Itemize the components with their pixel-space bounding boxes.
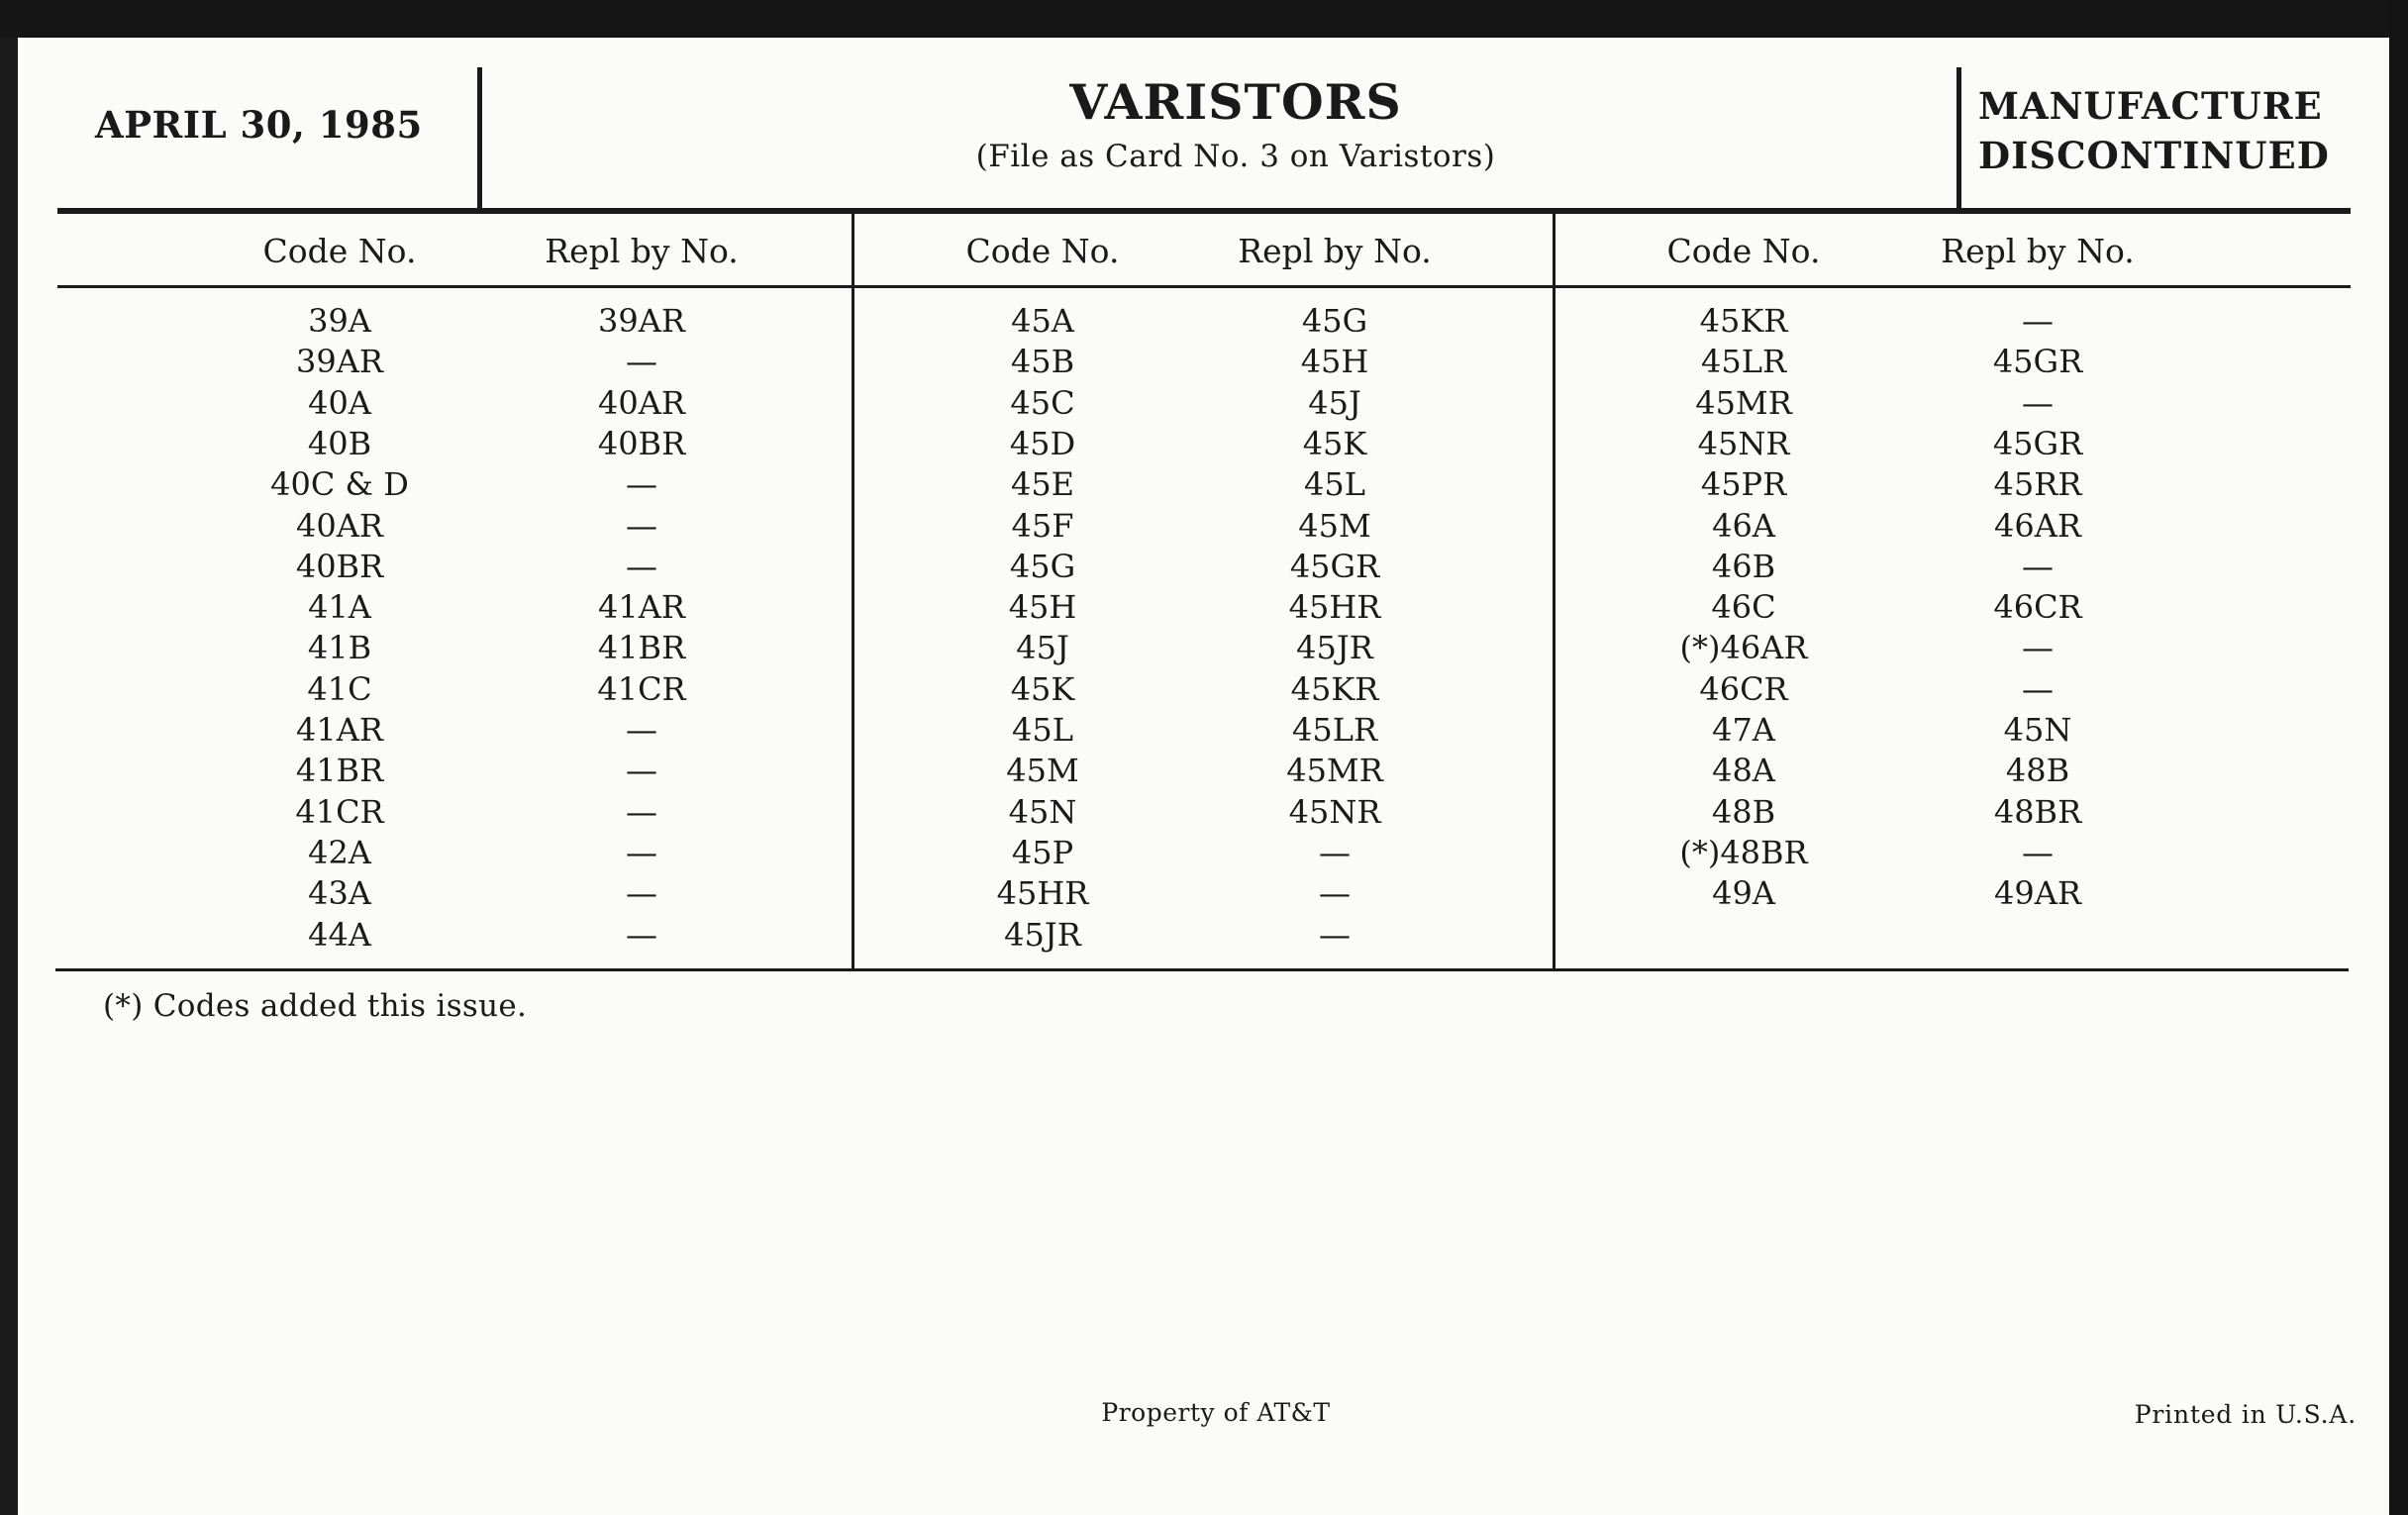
replacement-cell: 45M bbox=[1298, 506, 1371, 545]
replacement-cell: — bbox=[626, 874, 657, 913]
code-cell: 49A bbox=[1712, 874, 1775, 913]
code-cell: 43A bbox=[308, 874, 371, 913]
table-bottom-rule bbox=[55, 968, 2349, 971]
replacement-cell: — bbox=[626, 547, 657, 585]
replacement-cell: 45G bbox=[1301, 302, 1368, 340]
code-cell: 40B bbox=[307, 424, 372, 462]
replacement-cell: 45GR bbox=[1992, 343, 2083, 381]
replacement-cell: — bbox=[626, 833, 657, 871]
status-label bbox=[1978, 81, 2330, 180]
replacement-cell: — bbox=[626, 711, 657, 749]
code-cell: 46B bbox=[1711, 547, 1776, 585]
code-cell: (*)46AR bbox=[1679, 629, 1808, 667]
replacement-cell: 40AR bbox=[598, 383, 685, 422]
replacement-cell: 41AR bbox=[598, 588, 685, 627]
replacement-cell: — bbox=[2022, 547, 2054, 585]
code-cell: 40A bbox=[308, 383, 371, 422]
status-line-1: MANUFACTURE bbox=[1978, 84, 2323, 128]
header-rule bbox=[57, 208, 2351, 214]
code-cell: 46C bbox=[1711, 588, 1776, 627]
replacement-cell: — bbox=[626, 465, 657, 504]
code-cell: 45JR bbox=[1004, 915, 1081, 954]
code-cell: 45LR bbox=[1700, 343, 1787, 381]
replacement-cell: 45RR bbox=[1993, 465, 2082, 504]
code-cell: 41C bbox=[307, 669, 372, 708]
code-cell: 45M bbox=[1006, 752, 1079, 790]
replacement-cell: 45GR bbox=[1289, 547, 1380, 585]
code-cell: 45H bbox=[1008, 588, 1077, 627]
column-header-rule bbox=[57, 285, 2351, 288]
replacement-cell: 40BR bbox=[597, 424, 686, 462]
replacement-cell: 45JR bbox=[1296, 629, 1373, 667]
replacement-cell: 49AR bbox=[1994, 874, 2081, 913]
replacement-cell: — bbox=[626, 343, 657, 381]
replacement-cell: 45NR bbox=[1288, 792, 1381, 831]
code-cell: 46CR bbox=[1699, 669, 1788, 708]
replacement-cell: — bbox=[2022, 302, 2054, 340]
page-title: VARISTORS bbox=[1069, 73, 1402, 131]
page-subtitle: (File as Card No. 3 on Varistors) bbox=[975, 139, 1496, 174]
code-cell: 45P bbox=[1011, 833, 1074, 871]
scan-top-border bbox=[0, 0, 2408, 38]
replacement-cell: 45GR bbox=[1992, 424, 2083, 462]
replacement-cell: 45H bbox=[1300, 343, 1369, 381]
code-cell: 39AR bbox=[296, 343, 383, 381]
replacement-cell: — bbox=[1319, 833, 1351, 871]
replacement-cell: 48B bbox=[2005, 752, 2070, 790]
issue-date: APRIL 30, 1985 bbox=[95, 103, 423, 147]
replacement-cell: — bbox=[2022, 833, 2054, 871]
replacement-cell: 45L bbox=[1304, 465, 1365, 504]
code-cell: 45A bbox=[1011, 302, 1074, 340]
status-line-2: DISCONTINUED bbox=[1978, 134, 2330, 177]
code-cell: 41B bbox=[307, 629, 372, 667]
replacement-cell: — bbox=[626, 752, 657, 790]
replacement-cell: — bbox=[626, 915, 657, 954]
table-divider-1 bbox=[852, 212, 854, 970]
property-notice: Property of AT&T bbox=[1101, 1398, 1331, 1427]
code-cell: 45PR bbox=[1700, 465, 1787, 504]
replacement-cell: — bbox=[1319, 915, 1351, 954]
footnote: (*) Codes added this issue. bbox=[103, 988, 528, 1024]
code-cell: 48A bbox=[1712, 752, 1775, 790]
code-cell: 45N bbox=[1008, 792, 1077, 831]
code-cell: 45MR bbox=[1695, 383, 1792, 422]
header-divider-right bbox=[1956, 67, 1961, 208]
code-cell: 40C & D bbox=[270, 465, 409, 504]
replacement-cell: 45HR bbox=[1288, 588, 1381, 627]
code-cell: 45HR bbox=[996, 874, 1089, 913]
code-cell: 45G bbox=[1009, 547, 1076, 585]
column-header-repl-3: Repl by No. bbox=[1941, 232, 2135, 270]
replacement-cell: 39AR bbox=[598, 302, 685, 340]
code-cell: 45KR bbox=[1699, 302, 1788, 340]
code-cell: 45D bbox=[1009, 424, 1076, 462]
code-cell: 41CR bbox=[295, 792, 384, 831]
replacement-cell: 46AR bbox=[1994, 506, 2081, 545]
code-cell: 41AR bbox=[296, 711, 383, 749]
code-cell: 45K bbox=[1010, 669, 1075, 708]
code-cell: 45J bbox=[1016, 629, 1069, 667]
replacement-cell: — bbox=[626, 792, 657, 831]
replacement-cell: — bbox=[2022, 383, 2054, 422]
replacement-cell: 45N bbox=[2003, 711, 2072, 749]
column-header-code-1: Code No. bbox=[262, 232, 417, 270]
code-cell: 41BR bbox=[295, 752, 384, 790]
replacement-cell: 45J bbox=[1308, 383, 1361, 422]
replacement-cell: — bbox=[626, 506, 657, 545]
replacement-cell: 41BR bbox=[597, 629, 686, 667]
column-header-repl-2: Repl by No. bbox=[1238, 232, 1432, 270]
code-cell: 45L bbox=[1012, 711, 1073, 749]
replacement-cell: 45LR bbox=[1291, 711, 1378, 749]
code-cell: 45E bbox=[1010, 465, 1075, 504]
replacement-cell: 45MR bbox=[1286, 752, 1383, 790]
column-header-code-2: Code No. bbox=[965, 232, 1120, 270]
replacement-cell: 45KR bbox=[1290, 669, 1379, 708]
column-header-repl-1: Repl by No. bbox=[545, 232, 739, 270]
replacement-cell: 45K bbox=[1302, 424, 1367, 462]
code-cell: 40AR bbox=[296, 506, 383, 545]
header-divider-left bbox=[477, 67, 482, 208]
replacement-cell: — bbox=[1319, 874, 1351, 913]
code-cell: 41A bbox=[308, 588, 371, 627]
column-header-code-3: Code No. bbox=[1666, 232, 1821, 270]
code-cell: (*)48BR bbox=[1679, 833, 1808, 871]
replacement-cell: — bbox=[2022, 669, 2054, 708]
printed-notice: Printed in U.S.A. bbox=[2134, 1400, 2357, 1429]
replacement-cell: — bbox=[2022, 629, 2054, 667]
code-cell: 45B bbox=[1010, 343, 1075, 381]
replacement-cell: 41CR bbox=[597, 669, 686, 708]
code-cell: 45F bbox=[1011, 506, 1074, 545]
code-cell: 42A bbox=[308, 833, 371, 871]
code-cell: 47A bbox=[1712, 711, 1775, 749]
replacement-cell: 48BR bbox=[1993, 792, 2082, 831]
code-cell: 44A bbox=[308, 915, 371, 954]
code-cell: 39A bbox=[308, 302, 371, 340]
code-cell: 45NR bbox=[1697, 424, 1790, 462]
code-cell: 48B bbox=[1711, 792, 1776, 831]
code-cell: 46A bbox=[1712, 506, 1775, 545]
scan-right-border bbox=[2389, 0, 2408, 1515]
replacement-cell: 46CR bbox=[1993, 588, 2082, 627]
reference-card bbox=[18, 38, 2389, 1515]
code-cell: 40BR bbox=[295, 547, 384, 585]
table-divider-2 bbox=[1553, 212, 1555, 970]
code-cell: 45C bbox=[1010, 383, 1075, 422]
